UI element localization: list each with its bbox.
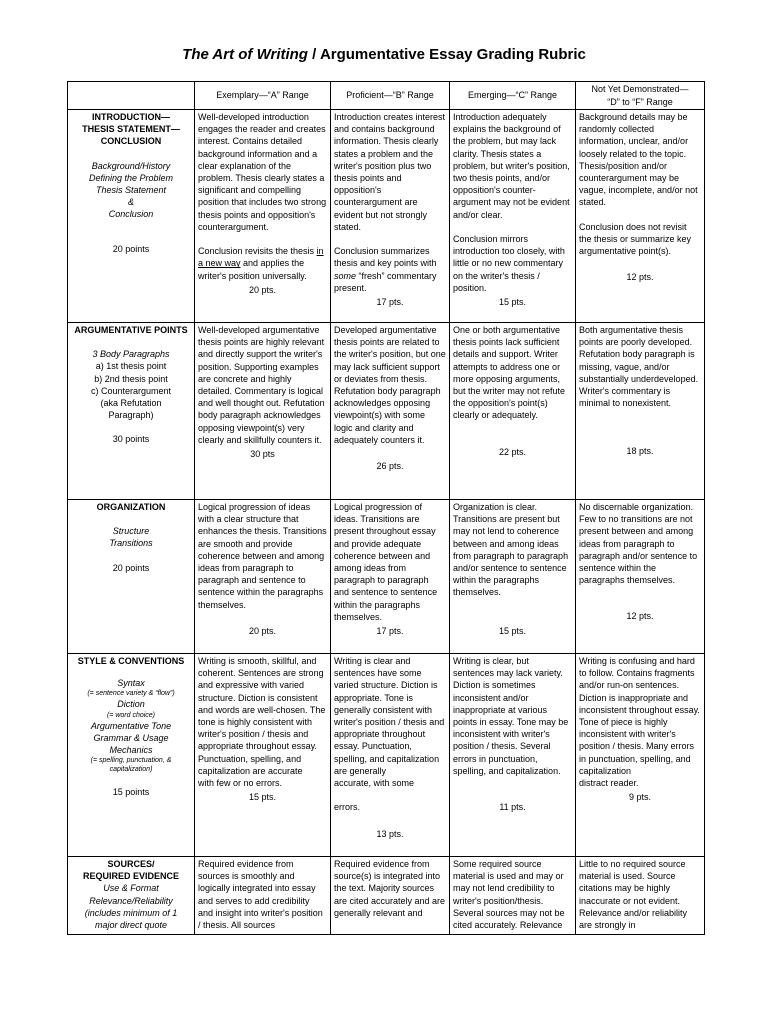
header-emerging: Emerging—“C” Range [450,82,576,110]
cell-a [195,500,331,654]
cell-d [576,654,705,857]
cell-score: 26 pts. [376,461,404,472]
cell-text: One or both argumentative thesis points lack sufficient details and support. Writer attempts to address one or more opposing arguments, but the writer may not refute the opposition's point(s) clearly or adequately. [453,325,566,421]
cell-score: 17 pts. [376,297,404,308]
table-row-organization [68,500,705,654]
cell-d [576,323,705,500]
cell-text: Some required source material is used and may or may not lend credibility to writer's position/thesis. Several sources may not be cited accurately. Relevance [453,859,565,931]
cell-text: Well-developed introduction engages the reader and creates interest. Contains detailed background information and a clear explanation of the problem. Thesis clearly states a significant and compelling position that includes two strong thesis points and opposition's counterargument. Conclusion revisits the thesis [198,112,327,257]
cell-text-italic: some [334,270,357,281]
cell-c [450,110,576,323]
criterion-list: a) 1st thesis point b) 2nd thesis point c) Counterargument (aka Refutation Paragraph) [90,361,172,421]
cell-text: Logical progression of ideas. Transitions are present throughout essay and provide adequate coherence between and among ideas from paragraph to paragraph and sentence to sentence within the paragraphs themselves. [334,502,438,622]
cell-score: 15 pts. [498,625,527,636]
header-row [68,82,705,110]
cell-text: Well-developed argumentative thesis points are highly relevant and directly support the writer's position. Supporting examples are concrete and highly detailed. Commentary is logical and well thought out. Refutation body paragraph acknowledges opposing viewpoint(s) very clearly and skillfully counters it. [198,325,325,445]
cell-text: Logical progression of ideas with a clear structure that enhances the thesis. Transitions are smooth and provide coherence between and among ideas from paragraph to paragraph and sentence to sentence within the paragraphs themselves. [198,502,327,610]
cell-score: 17 pts. [376,626,404,637]
cell-c [450,500,576,654]
cell-a [195,110,331,323]
cell-text: Organization is clear. Transitions are present but may not lend to coherence between and among ideas from paragraph to paragraph and/or sentence to sentence within the paragraphs themselves. [453,502,569,598]
cell-d [576,110,705,323]
cell-score: 18 pts. [626,446,654,457]
cell-text: Developed argumentative thesis points are related to the writer's position, but one may lack sufficient support or deviates from thesis. Refutation body paragraph acknowledges opposing viewpoint(s) with some logic and clarity and adequately counters it. [334,325,446,445]
cell-text: Writing is confusing and hard to follow. Contains fragments and/or run-on sentences. Diction is inappropriate and inconsistent throughout essay. Tone of piece is highly inconsistent with writer's position / thesis. Many errors in punctuation, spelling, and capitalization distract reader. [579,656,700,789]
cell-text: Writing is smooth, skillful, and coherent. Sentences are strong and expressive with varied structure. Diction is consistent and words are well-chosen. The tone is highly consistent with writer's position / thesis and appropriate throughout essay. Punctuation, spelling, and capitalization are accurate with few or no errors. [198,656,326,789]
criterion-cell [68,110,195,323]
title-separator: / [307,46,320,63]
cell-score: 12 pts. [626,611,654,622]
cell-d [576,857,705,935]
title-part-2: Argumentative Essay Grading Rubric [319,46,586,63]
cell-text: No discernable organization. Few to no transitions are not present between and among ideas from paragraph to paragraph and/or sentence to sentence within the paragraphs themselves. [579,502,698,586]
table-row-sources [68,857,705,935]
cell-score: 15 pts. [248,792,277,803]
cell-score: 30 pts [250,449,275,460]
criterion-name: STYLE & CONVENTIONS [77,656,185,666]
criterion-diction: Diction [117,699,145,710]
criterion-cell [68,323,195,500]
cell-a [195,857,331,935]
cell-score: 20 pts. [248,284,277,295]
cell-b [331,110,450,323]
cell-text: Writing is clear and sentences have some varied structure. Diction is appropriate. Tone is generally consistent with writer's position / thesis and appropriate throughout essay. Punctuation, spelling, and capitalization are generally accurate, with some errors. [334,656,445,813]
criterion-subtopics: Structure Transitions [109,526,153,549]
cell-score: 15 pts. [498,297,527,308]
criterion-points: 20 points [112,562,150,573]
cell-text: Writing is clear, but sentences may lack variety. Diction is sometimes inconsistent and/or inappropriate at various points in essay. Tone may be inconsistent with writer's position / thesis. Several errors in punctuation, spelling, and capitalization. [453,656,569,776]
cell-d [576,500,705,654]
criterion-name: INTRODUCTION— THESIS STATEMENT— CONCLUSION [82,112,180,147]
cell-text: Little to no required source material is used. Source citations may be highly inaccurate or not evident. Relevance and/or reliability are strongly in [579,859,688,931]
criterion-syntax-note: (= sentence variety & “flow”) [87,690,175,698]
title-part-1: The Art of Writing [182,46,308,63]
cell-b [331,654,450,857]
criterion-subtopics: 3 Body Paragraphs [92,349,170,360]
table-row-introduction [68,110,705,323]
cell-text: and applies the writer's position universally. [198,258,307,281]
cell-text: Introduction adequately explains the background of the problem, but may lack clarity. Thesis states a problem, but writer's position, two thesis points, and/or opposition's counter-argument may not be evident and/or clear. Conclusion mirrors introduction too closely, with little or no new commentary on the writer's thesis / position. [453,112,570,293]
cell-text: “fresh” commentary present. [334,270,437,293]
cell-text: Both argumentative thesis points are poorly developed. Refutation body paragraph is missing, vague, and/or substantially underdeveloped. Writer's commentary is minimal to nonexistent. [579,325,699,409]
criterion-more: Argumentative Tone Grammar & Usage Mechanics [90,720,172,756]
cell-a [195,323,331,500]
header-exemplary: Exemplary—“A” Range [195,82,331,110]
cell-score: 20 pts. [248,625,277,636]
cell-c [450,323,576,500]
cell-text-underlined: in a new way [198,246,324,269]
criterion-name: ORGANIZATION [96,502,166,512]
criterion-subtopics: Use & Format Relevance/Reliability (includes minimum of 1 major direct quote [84,883,178,931]
cell-c [450,654,576,857]
cell-b [331,857,450,935]
cell-score: 9 pts. [628,792,651,803]
criterion-syntax: Syntax [117,678,145,689]
cell-b [331,323,450,500]
cell-text: Required evidence from sources is smoothly and logically integrated into essay and serves to add credibility and insight into writer's position / thesis. All sources [198,859,323,931]
page-title [0,46,768,63]
cell-score: 12 pts. [626,272,654,283]
cell-text: Introduction creates interest and contains background information. Thesis clearly states a problem and the writer's position plus two thesis points and opposition's counterargument are evident but not strongly stated. Conclusion summarizes thesis and key points with [334,112,446,269]
cell-score: 11 pts. [499,802,526,813]
criterion-mechanics-note: (= spelling, punctuation, & capitalization) [90,757,172,774]
header-criteria [68,82,195,110]
cell-b [331,500,450,654]
rubric-table [67,81,705,935]
cell-score: 13 pts. [376,828,404,839]
criterion-name: ARGUMENTATIVE POINTS [74,325,188,335]
cell-text: Required evidence from source(s) is integrated into the text. Majority sources are cited accurately and are generally relevant and [334,859,446,918]
header-proficient: Proficient—“B” Range [331,82,450,110]
header-not-yet-demonstrated: Not Yet Demonstrated— “D” to “F” Range [576,82,705,110]
table-row-argumentative-points [68,323,705,500]
cell-c [450,857,576,935]
criterion-diction-note: (= word choice) [106,711,156,719]
table-row-style-conventions [68,654,705,857]
cell-score: 22 pts. [498,446,527,457]
criterion-cell [68,857,195,935]
criterion-points: 30 points [112,434,150,445]
criterion-points: 15 points [112,787,150,798]
criterion-cell [68,654,195,857]
criterion-cell [68,500,195,654]
cell-a [195,654,331,857]
cell-text: Background details may be randomly collected information, unclear, and/or loosely related to the topic. Thesis/position and/or counterargument may be vague, incomplete, and/or not stated. Conclusion does not revisit the thesis or summarize key argumentative point(s). [579,112,698,257]
criterion-points: 20 points [112,243,150,254]
criterion-name: SOURCES/ REQUIRED EVIDENCE [82,859,180,882]
criterion-subtopics: Background/History Defining the Problem Thesis Statement & Conclusion [88,160,174,220]
